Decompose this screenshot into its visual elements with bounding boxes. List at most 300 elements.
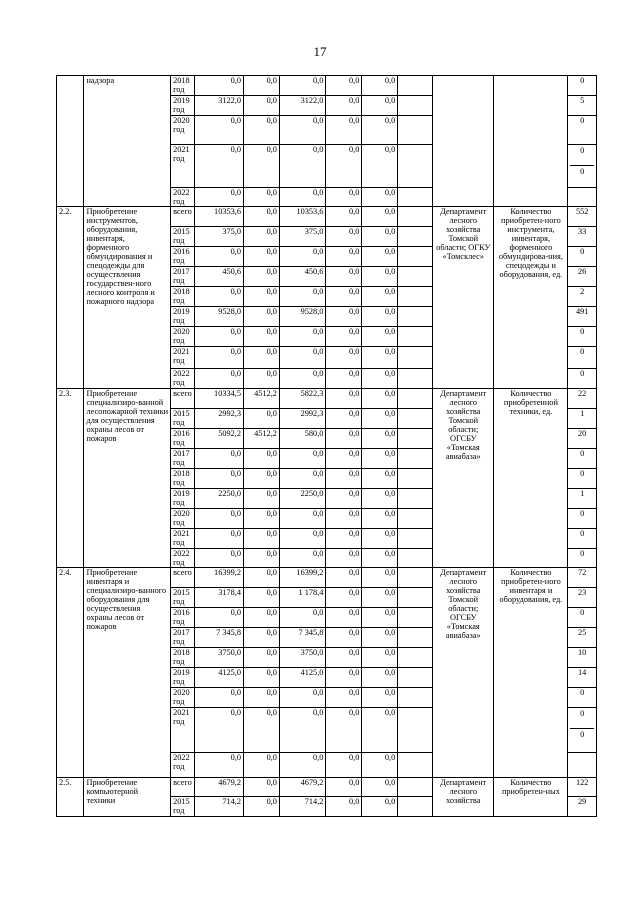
empty-cell: [398, 753, 433, 778]
indicator-cell: Количество приобретенной техники, ед.: [494, 389, 568, 568]
amount-cell: 0,0: [362, 688, 398, 708]
amount-cell: 0,0: [195, 688, 244, 708]
table-row: [57, 389, 597, 409]
amount-cell: 0,0: [244, 648, 280, 668]
amount-cell: 0,0: [195, 327, 244, 347]
year-cell: 2015 год: [171, 588, 195, 608]
year-cell: 2020 год: [171, 116, 195, 145]
amount-cell: 0,0: [362, 549, 398, 568]
amount-cell: 0,0: [244, 96, 280, 116]
amount-cell: 5092,2: [195, 429, 244, 449]
indicator-value: 0: [568, 549, 597, 568]
amount-cell: 0,0: [362, 207, 398, 227]
amount-cell: 7 345,8: [195, 628, 244, 648]
indicator-value: 0: [568, 688, 597, 708]
amount-cell: 0,0: [244, 227, 280, 247]
amount-cell: 4125,0: [195, 668, 244, 688]
indicator-value: 22: [568, 389, 597, 409]
executor-cell: Департамент лесного хозяйства Томской области; ОГСБУ «Томская авиабаза»: [433, 568, 494, 778]
amount-cell: 0,0: [326, 389, 362, 409]
empty-cell: [398, 76, 433, 96]
amount-cell: 0,0: [279, 509, 325, 529]
amount-cell: 0,0: [244, 797, 280, 817]
amount-cell: 0,0: [362, 267, 398, 287]
amount-cell: 0,0: [362, 628, 398, 648]
amount-cell: 4679,2: [279, 778, 325, 797]
amount-cell: 0,0: [362, 668, 398, 688]
amount-cell: 3122,0: [279, 96, 325, 116]
empty-cell: [398, 549, 433, 568]
amount-cell: 10334,5: [195, 389, 244, 409]
amount-cell: 0,0: [326, 76, 362, 96]
amount-cell: 3122,0: [195, 96, 244, 116]
indicator-value: 5: [568, 96, 597, 116]
year-cell: 2022 год: [171, 369, 195, 389]
amount-cell: 0,0: [362, 529, 398, 549]
amount-cell: 0,0: [244, 489, 280, 509]
amount-cell: 0,0: [279, 708, 325, 753]
amount-cell: 4125,0: [279, 668, 325, 688]
indicator-value: 29: [568, 797, 597, 817]
amount-cell: 0,0: [362, 389, 398, 409]
amount-cell: 0,0: [244, 708, 280, 753]
amount-cell: 0,0: [244, 549, 280, 568]
indicator-value: 1: [568, 409, 597, 429]
empty-cell: [398, 588, 433, 608]
indicator-value: 1: [568, 489, 597, 509]
amount-cell: 0,0: [279, 145, 325, 188]
amount-cell: 0,0: [244, 347, 280, 369]
empty-cell: [398, 688, 433, 708]
amount-cell: 0,0: [362, 307, 398, 327]
table-row: [57, 76, 597, 96]
indicator-value: 0: [568, 76, 597, 96]
empty-cell: [398, 449, 433, 469]
amount-cell: 0,0: [244, 688, 280, 708]
year-cell: 2016 год: [171, 608, 195, 628]
amount-cell: 0,0: [244, 608, 280, 628]
amount-cell: 0,0: [244, 287, 280, 307]
amount-cell: 0,0: [279, 688, 325, 708]
empty-cell: [398, 797, 433, 817]
year-cell: всего: [171, 207, 195, 227]
amount-cell: 0,0: [195, 116, 244, 145]
indicator-value: 10: [568, 648, 597, 668]
item-number: 2.3.: [57, 389, 84, 568]
amount-cell: 0,0: [195, 369, 244, 389]
indicator-value: [568, 188, 597, 207]
amount-cell: 0,0: [362, 797, 398, 817]
empty-cell: [398, 568, 433, 588]
item-number: 2.4.: [57, 568, 84, 778]
indicator-value: 0: [568, 469, 597, 489]
amount-cell: 4679,2: [195, 778, 244, 797]
empty-cell: [398, 116, 433, 145]
table-row: [57, 778, 597, 797]
amount-cell: 0,0: [326, 568, 362, 588]
amount-cell: 10353,6: [195, 207, 244, 227]
amount-cell: 0,0: [195, 347, 244, 369]
amount-cell: 1 178,4: [279, 588, 325, 608]
amount-cell: 9528,0: [279, 307, 325, 327]
amount-cell: 0,0: [279, 188, 325, 207]
amount-cell: 0,0: [362, 369, 398, 389]
amount-cell: 0,0: [326, 668, 362, 688]
amount-cell: 0,0: [362, 753, 398, 778]
indicator-value: 0: [568, 449, 597, 469]
empty-cell: [398, 327, 433, 347]
indicator-value: 25: [568, 628, 597, 648]
empty-cell: [398, 347, 433, 369]
amount-cell: 0,0: [326, 409, 362, 429]
year-cell: всего: [171, 389, 195, 409]
amount-cell: 0,0: [362, 409, 398, 429]
indicator-value: 23: [568, 588, 597, 608]
amount-cell: 0,0: [195, 76, 244, 96]
amount-cell: 0,0: [195, 287, 244, 307]
indicator-value: 0: [568, 327, 597, 347]
indicator-cell: Количество приобретен-ного инвентаря и оборудования, ед.: [494, 568, 568, 778]
amount-cell: 7 345,8: [279, 628, 325, 648]
amount-cell: 0,0: [279, 287, 325, 307]
amount-cell: 0,0: [326, 116, 362, 145]
indicator-value: 552: [568, 207, 597, 227]
amount-cell: 0,0: [195, 449, 244, 469]
empty-cell: [398, 227, 433, 247]
amount-cell: 0,0: [326, 688, 362, 708]
item-name: Приобретение специализиро-ванной лесопожарной техники для осуществления охраны лесов от пожаров: [84, 389, 171, 568]
year-cell: 2019 год: [171, 668, 195, 688]
amount-cell: 10353,6: [279, 207, 325, 227]
amount-cell: 0,0: [195, 145, 244, 188]
amount-cell: 0,0: [326, 489, 362, 509]
year-cell: 2017 год: [171, 449, 195, 469]
amount-cell: 0,0: [195, 708, 244, 753]
empty-cell: [398, 668, 433, 688]
amount-cell: 0,0: [244, 509, 280, 529]
year-cell: 2018 год: [171, 648, 195, 668]
item-number: [57, 76, 84, 207]
amount-cell: 0,0: [362, 608, 398, 628]
empty-cell: [398, 145, 433, 188]
amount-cell: 0,0: [244, 116, 280, 145]
amount-cell: 0,0: [244, 327, 280, 347]
amount-cell: 0,0: [326, 628, 362, 648]
amount-cell: 0,0: [195, 753, 244, 778]
year-cell: 2022 год: [171, 188, 195, 207]
amount-cell: 16399,2: [279, 568, 325, 588]
amount-cell: 0,0: [326, 509, 362, 529]
amount-cell: 0,0: [195, 247, 244, 267]
year-cell: 2016 год: [171, 247, 195, 267]
amount-cell: 0,0: [362, 347, 398, 369]
year-cell: 2015 год: [171, 227, 195, 247]
amount-cell: 0,0: [279, 549, 325, 568]
amount-cell: 0,0: [244, 267, 280, 287]
amount-cell: 0,0: [244, 76, 280, 96]
amount-cell: 0,0: [326, 588, 362, 608]
indicator-value: 26: [568, 267, 597, 287]
year-cell: 2022 год: [171, 753, 195, 778]
amount-cell: 0,0: [244, 369, 280, 389]
amount-cell: 0,0: [326, 608, 362, 628]
indicator-value: 0: [580, 146, 585, 155]
executor-cell: [433, 76, 494, 207]
amount-cell: 0,0: [244, 449, 280, 469]
amount-cell: 375,0: [279, 227, 325, 247]
amount-cell: 0,0: [326, 708, 362, 753]
amount-cell: 0,0: [326, 207, 362, 227]
year-cell: 2021 год: [171, 145, 195, 188]
amount-cell: 0,0: [244, 588, 280, 608]
amount-cell: 0,0: [326, 307, 362, 327]
amount-cell: 0,0: [362, 588, 398, 608]
amount-cell: 2250,0: [279, 489, 325, 509]
amount-cell: 0,0: [279, 76, 325, 96]
amount-cell: 0,0: [362, 327, 398, 347]
amount-cell: 9528,0: [195, 307, 244, 327]
indicator-cell: Количество приобретен-ных: [494, 778, 568, 817]
year-cell: 2015 год: [171, 797, 195, 817]
empty-cell: [398, 429, 433, 449]
amount-cell: 0,0: [195, 469, 244, 489]
amount-cell: 0,0: [326, 287, 362, 307]
amount-cell: 4512,2: [244, 429, 280, 449]
executor-cell: Департамент лесного хозяйства: [433, 778, 494, 817]
amount-cell: 0,0: [362, 227, 398, 247]
year-cell: 2020 год: [171, 688, 195, 708]
amount-cell: 0,0: [244, 307, 280, 327]
year-cell: 2019 год: [171, 96, 195, 116]
amount-cell: 0,0: [244, 247, 280, 267]
indicator-value: 122: [568, 778, 597, 797]
year-cell: всего: [171, 778, 195, 797]
amount-cell: 0,0: [244, 207, 280, 227]
empty-cell: [398, 207, 433, 227]
amount-cell: 714,2: [195, 797, 244, 817]
amount-cell: 0,0: [244, 568, 280, 588]
year-cell: 2022 год: [171, 549, 195, 568]
table-row: [57, 207, 597, 227]
amount-cell: 0,0: [326, 469, 362, 489]
empty-cell: [398, 489, 433, 509]
amount-cell: 0,0: [362, 429, 398, 449]
amount-cell: 0,0: [362, 449, 398, 469]
amount-cell: 0,0: [362, 96, 398, 116]
empty-cell: [398, 778, 433, 797]
amount-cell: 0,0: [195, 608, 244, 628]
indicator-value-cell: [568, 708, 597, 753]
item-name: Приобретение компьютерной техники: [84, 778, 171, 817]
amount-cell: 0,0: [244, 469, 280, 489]
year-cell: 2020 год: [171, 327, 195, 347]
amount-cell: 0,0: [244, 409, 280, 429]
program-table: [56, 75, 597, 817]
amount-cell: 0,0: [326, 347, 362, 369]
year-cell: 2021 год: [171, 347, 195, 369]
year-cell: 2020 год: [171, 509, 195, 529]
amount-cell: 0,0: [326, 247, 362, 267]
amount-cell: 0,0: [244, 668, 280, 688]
amount-cell: 0,0: [326, 369, 362, 389]
amount-cell: 0,0: [362, 778, 398, 797]
indicator-value: 0: [580, 709, 585, 718]
year-cell: 2018 год: [171, 76, 195, 96]
item-name: надзора: [84, 76, 171, 207]
empty-cell: [398, 608, 433, 628]
amount-cell: 2992,3: [195, 409, 244, 429]
empty-cell: [398, 529, 433, 549]
amount-cell: 0,0: [244, 778, 280, 797]
amount-cell: 450,6: [195, 267, 244, 287]
empty-cell: [398, 389, 433, 409]
item-number: 2.2.: [57, 207, 84, 389]
year-cell: 2019 год: [171, 489, 195, 509]
amount-cell: 0,0: [244, 529, 280, 549]
amount-cell: 16399,2: [195, 568, 244, 588]
amount-cell: 0,0: [362, 568, 398, 588]
empty-cell: [398, 628, 433, 648]
amount-cell: 0,0: [244, 188, 280, 207]
amount-cell: 450,6: [279, 267, 325, 287]
amount-cell: 714,2: [279, 797, 325, 817]
amount-cell: 0,0: [279, 327, 325, 347]
indicator-value: 0: [568, 369, 597, 389]
indicator-value: 0: [570, 728, 594, 750]
indicator-value: 0: [568, 608, 597, 628]
indicator-value: 0: [568, 347, 597, 369]
amount-cell: 2992,3: [279, 409, 325, 429]
amount-cell: 3750,0: [195, 648, 244, 668]
indicator-value: 0: [568, 509, 597, 529]
amount-cell: 0,0: [362, 708, 398, 753]
item-name: Приобретение инструментов, оборудования, инвентаря, форменного обмундирования и спецодежды для осуществления государствен-ного лесного контроля и пожарного надзора: [84, 207, 171, 389]
amount-cell: 0,0: [362, 509, 398, 529]
amount-cell: 0,0: [326, 227, 362, 247]
amount-cell: 0,0: [244, 628, 280, 648]
empty-cell: [398, 267, 433, 287]
amount-cell: 0,0: [362, 489, 398, 509]
amount-cell: 0,0: [195, 188, 244, 207]
amount-cell: 0,0: [279, 529, 325, 549]
amount-cell: 0,0: [362, 648, 398, 668]
amount-cell: 5822,3: [279, 389, 325, 409]
amount-cell: 2250,0: [195, 489, 244, 509]
empty-cell: [398, 509, 433, 529]
amount-cell: 0,0: [279, 753, 325, 778]
amount-cell: 0,0: [326, 327, 362, 347]
table-row: [57, 568, 597, 588]
amount-cell: 0,0: [326, 449, 362, 469]
indicator-value-cell: [568, 145, 597, 188]
amount-cell: 0,0: [195, 509, 244, 529]
indicator-value: 0: [568, 116, 597, 145]
amount-cell: 0,0: [362, 469, 398, 489]
executor-cell: Департамент лесного хозяйства Томской области; ОГКУ «Томсклес»: [433, 207, 494, 389]
indicator-value: 33: [568, 227, 597, 247]
amount-cell: 0,0: [244, 753, 280, 778]
year-cell: 2015 год: [171, 409, 195, 429]
amount-cell: 0,0: [279, 116, 325, 145]
amount-cell: 0,0: [279, 469, 325, 489]
year-cell: 2017 год: [171, 628, 195, 648]
amount-cell: 0,0: [326, 549, 362, 568]
amount-cell: 0,0: [326, 648, 362, 668]
year-cell: 2021 год: [171, 708, 195, 753]
amount-cell: 0,0: [326, 188, 362, 207]
amount-cell: 3750,0: [279, 648, 325, 668]
amount-cell: 0,0: [244, 145, 280, 188]
indicator-value: 20: [568, 429, 597, 449]
amount-cell: 0,0: [279, 247, 325, 267]
indicator-value: 14: [568, 668, 597, 688]
amount-cell: 0,0: [362, 76, 398, 96]
amount-cell: 0,0: [362, 116, 398, 145]
year-cell: 2016 год: [171, 429, 195, 449]
year-cell: всего: [171, 568, 195, 588]
amount-cell: 0,0: [326, 429, 362, 449]
amount-cell: 4512,2: [244, 389, 280, 409]
amount-cell: 0,0: [326, 96, 362, 116]
empty-cell: [398, 369, 433, 389]
empty-cell: [398, 469, 433, 489]
amount-cell: 0,0: [279, 369, 325, 389]
indicator-cell: Количество приобретен-ного инструмента, инвентаря, форменного обмундирова-ния, спецодежды и оборудования, ед.: [494, 207, 568, 389]
empty-cell: [398, 96, 433, 116]
amount-cell: 0,0: [326, 267, 362, 287]
year-cell: 2017 год: [171, 267, 195, 287]
indicator-cell: [494, 76, 568, 207]
empty-cell: [398, 307, 433, 327]
empty-cell: [398, 648, 433, 668]
year-cell: 2021 год: [171, 529, 195, 549]
item-number: 2.5.: [57, 778, 84, 817]
executor-cell: Департамент лесного хозяйства Томской области; ОГСБУ «Томская авиабаза»: [433, 389, 494, 568]
amount-cell: 0,0: [362, 188, 398, 207]
amount-cell: 0,0: [326, 753, 362, 778]
year-cell: 2019 год: [171, 307, 195, 327]
indicator-value: 72: [568, 568, 597, 588]
amount-cell: 0,0: [326, 778, 362, 797]
page-number: 17: [313, 44, 327, 59]
amount-cell: 375,0: [195, 227, 244, 247]
amount-cell: 0,0: [195, 549, 244, 568]
amount-cell: 0,0: [279, 347, 325, 369]
amount-cell: 0,0: [362, 145, 398, 188]
amount-cell: 0,0: [279, 608, 325, 628]
indicator-value: 0: [568, 529, 597, 549]
indicator-value: 2: [568, 287, 597, 307]
year-cell: 2018 год: [171, 469, 195, 489]
year-cell: 2018 год: [171, 287, 195, 307]
amount-cell: 0,0: [195, 529, 244, 549]
amount-cell: 0,0: [362, 247, 398, 267]
amount-cell: 0,0: [326, 797, 362, 817]
empty-cell: [398, 188, 433, 207]
amount-cell: 0,0: [326, 529, 362, 549]
empty-cell: [398, 247, 433, 267]
empty-cell: [398, 409, 433, 429]
amount-cell: 0,0: [279, 449, 325, 469]
amount-cell: 0,0: [326, 145, 362, 188]
amount-cell: 0,0: [362, 287, 398, 307]
indicator-value: 0: [568, 247, 597, 267]
indicator-value: 491: [568, 307, 597, 327]
item-name: Приобретение инвентаря и специализиро-ванного оборудования для осуществления охраны лесов от пожаров: [84, 568, 171, 778]
amount-cell: 580,0: [279, 429, 325, 449]
empty-cell: [398, 708, 433, 753]
indicator-value: [568, 753, 597, 778]
